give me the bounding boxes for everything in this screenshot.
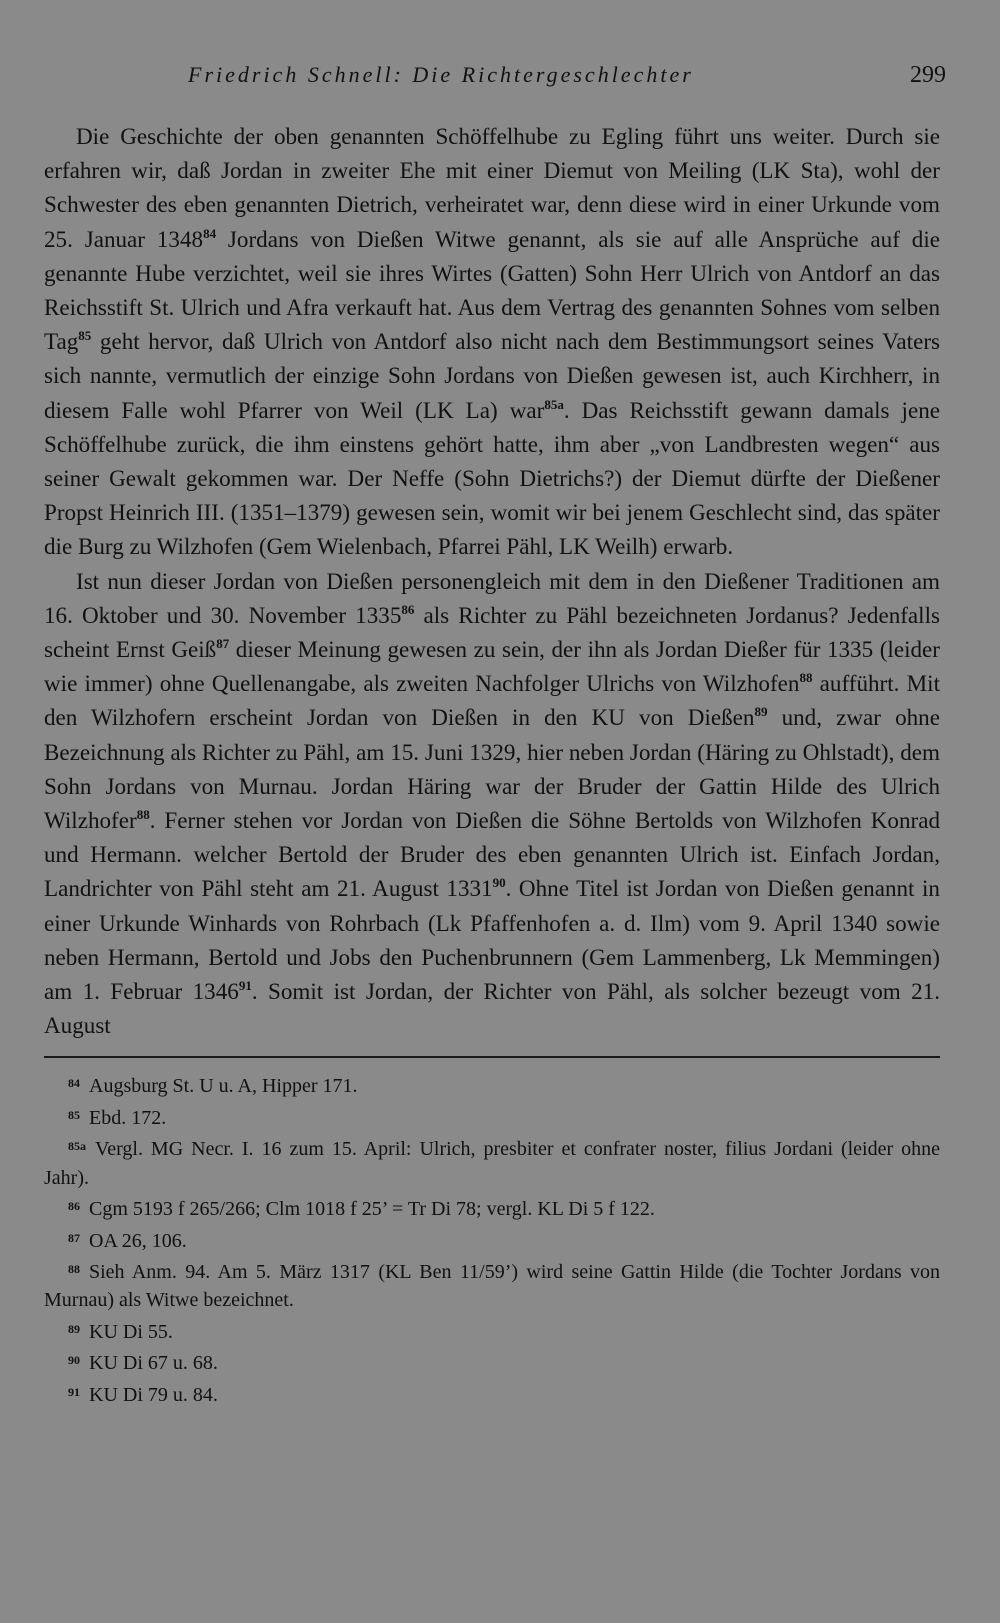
paragraph <box>44 564 940 1043</box>
page-number: 299 <box>910 62 946 88</box>
footnote-reference: 86 <box>401 601 415 617</box>
footnote-reference: 88 <box>136 807 150 823</box>
footnote-number: 85a <box>68 1139 86 1154</box>
footnote <box>44 1346 940 1377</box>
paragraph-text: Ist nun dieser Jordan von Dießen personengleich mit dem in den Dießener Traditionen am 16. Oktober und 30. November 1335 <box>44 567 940 628</box>
footnote <box>44 1192 940 1223</box>
footnote <box>44 1101 940 1132</box>
footnote <box>44 1378 940 1409</box>
footnote <box>44 1255 940 1315</box>
footnote-number: 84 <box>68 1076 80 1091</box>
footnote <box>44 1132 940 1192</box>
footnote-text: Vergl. MG Necr. I. 16 zum 15. April: Ulrich, presbiter et confrater noster, filius Jordani (leider ohne Jahr). <box>44 1138 940 1189</box>
footnote-number: 88 <box>68 1261 80 1276</box>
footnote-text: Sieh Anm. 94. Am 5. März 1317 (KL Ben 11/59’) wird seine Gattin Hilde (die Tochter Jordans von Murnau) als Witwe bezeichnet. <box>44 1260 940 1312</box>
page <box>44 58 946 1409</box>
footnotes <box>44 1069 940 1408</box>
body-text <box>44 119 940 1042</box>
footnote-number: 89 <box>68 1321 80 1336</box>
paragraph-text: Jordans von Dießen Witwe genannt, als sie auf alle Ansprüche auf die genannte Hube verzichtet, weil sie ihres Wirtes (Gatten) Sohn Herr Ulrich von Antdorf an das Reichsstift St. Ulrich und Afra verkauft hat. Aus dem Vertrag des genannten Sohnes vom selben Tag <box>44 225 941 355</box>
paragraph-text: dieser Meinung gewesen zu sein, der ihn als Jordan Dießer für 1335 (leider wie immer) ohne Quellenangabe, als zweiten Nachfolger Ulrichs von Wilzhofen <box>44 636 940 697</box>
footnote <box>44 1069 940 1100</box>
footnote-reference: 85 <box>78 328 92 344</box>
footnote-reference: 87 <box>216 636 230 652</box>
running-header <box>44 58 946 98</box>
paragraph-text: geht hervor, daß Ulrich von Antdorf also nicht nach dem Bestimmungsort seines Vaters sich nannte, vermutlich der einzige Sohn Jordans von Dießen gewesen ist, auch Kirchherr, in diesem Falle wohl Pfarrer von Weil (LK La) war <box>44 328 940 423</box>
footnote-reference: 85a <box>544 396 564 412</box>
footnote-number: 87 <box>68 1230 80 1245</box>
footnote-reference: 90 <box>492 875 506 891</box>
footnote-number: 86 <box>68 1199 80 1214</box>
paragraph-text: . Somit ist Jordan, der Richter von Pähl, als solcher bezeugt vom 21. August <box>44 978 940 1039</box>
footnote-text: KU Di 67 u. 68. <box>89 1352 218 1375</box>
paragraph-text: und, zwar ohne Bezeichnung als Richter zu Pähl, am 15. Juni 1329, hier neben Jordan (Häring zu Ohlstadt), dem Sohn Jordans von Murnau. Jordan Häring war der Bruder der Gattin Hilde des Ulrich Wilzhofer <box>44 704 940 834</box>
footnote-reference: 88 <box>799 670 813 686</box>
footnote-text: Augsburg St. U u. A, Hipper 171. <box>89 1075 358 1098</box>
footnote-text: Ebd. 172. <box>89 1106 167 1129</box>
footnote-number: 85 <box>68 1107 80 1122</box>
footnote-reference: 84 <box>203 225 217 241</box>
paragraph-text: . Ferner stehen vor Jordan von Dießen die Söhne Bertolds von Wilzhofen Konrad und Hermann. welcher Bertold der Bruder des eben genannten Ulrich ist. Einfach Jordan, Landrichter von Pähl steht am 21. August 1331 <box>44 807 940 902</box>
footnote-reference: 89 <box>754 704 768 720</box>
footnote-number: 91 <box>68 1384 80 1399</box>
footnote <box>44 1224 940 1255</box>
paragraph-text: als Richter zu Pähl bezeichneten Jordanus? Jedenfalls scheint Ernst Geiß <box>44 601 940 663</box>
paragraph-text: . Das Reichsstift gewann damals jene Schöffelhube zurück, die ihm einstens gehört hatte, ihm aber „von Landbresten wegen“ aus seiner Gewalt gekommen war. Der Neffe (Sohn Dietrichs?) der Diemut dürfte der Dießener Propst Heinrich III. (1351–1379) gewesen sein, womit wir bei jenem Geschlecht sind, das später die Burg zu Wilzhofen (Gem Wielenbach, Pfarrei Pähl, LK Weilh) erwarb. <box>44 396 940 560</box>
footnote-number: 90 <box>68 1353 80 1368</box>
paragraph <box>44 119 940 564</box>
paragraph-text: Die Geschichte der oben genannten Schöffelhube zu Egling führt uns weiter. Durch sie erfahren wir, daß Jordan in zweiter Ehe mit einer Diemut von Meiling (LK Sta), wohl der Schwester des eben genannten Dietrich, verheiratet war, denn diese wird in einer Urkunde vom 25. Januar 1348 <box>44 123 940 252</box>
footnote-text: KU Di 79 u. 84. <box>89 1383 218 1406</box>
paragraph-text: . Ohne Titel ist Jordan von Dießen genannt in einer Urkunde Winhards von Rohrbach (Lk Pfaffenhofen a. d. Ilm) vom 9. April 1340 sowie neben Hermann, Bertold und Jobs den Puchenbrunnern (Gem Lammenberg, Lk Memmingen) am 1. Februar 1346 <box>44 875 940 1005</box>
footnote <box>44 1315 940 1346</box>
footnote-text: Cgm 5193 f 265/266; Clm 1018 f 25’ = Tr Di 78; vergl. KL Di 5 f 122. <box>89 1198 655 1221</box>
footnote-reference: 91 <box>238 978 252 994</box>
footnote-text: OA 26, 106. <box>89 1229 187 1252</box>
running-title: Friedrich Schnell: Die Richtergeschlechter <box>188 62 694 87</box>
footnote-text: KU Di 55. <box>89 1320 173 1343</box>
footnote-separator <box>44 1056 940 1058</box>
paragraph-text: aufführt. Mit den Wilzhofern erscheint Jordan von Dießen in den KU von Dießen <box>44 670 940 731</box>
